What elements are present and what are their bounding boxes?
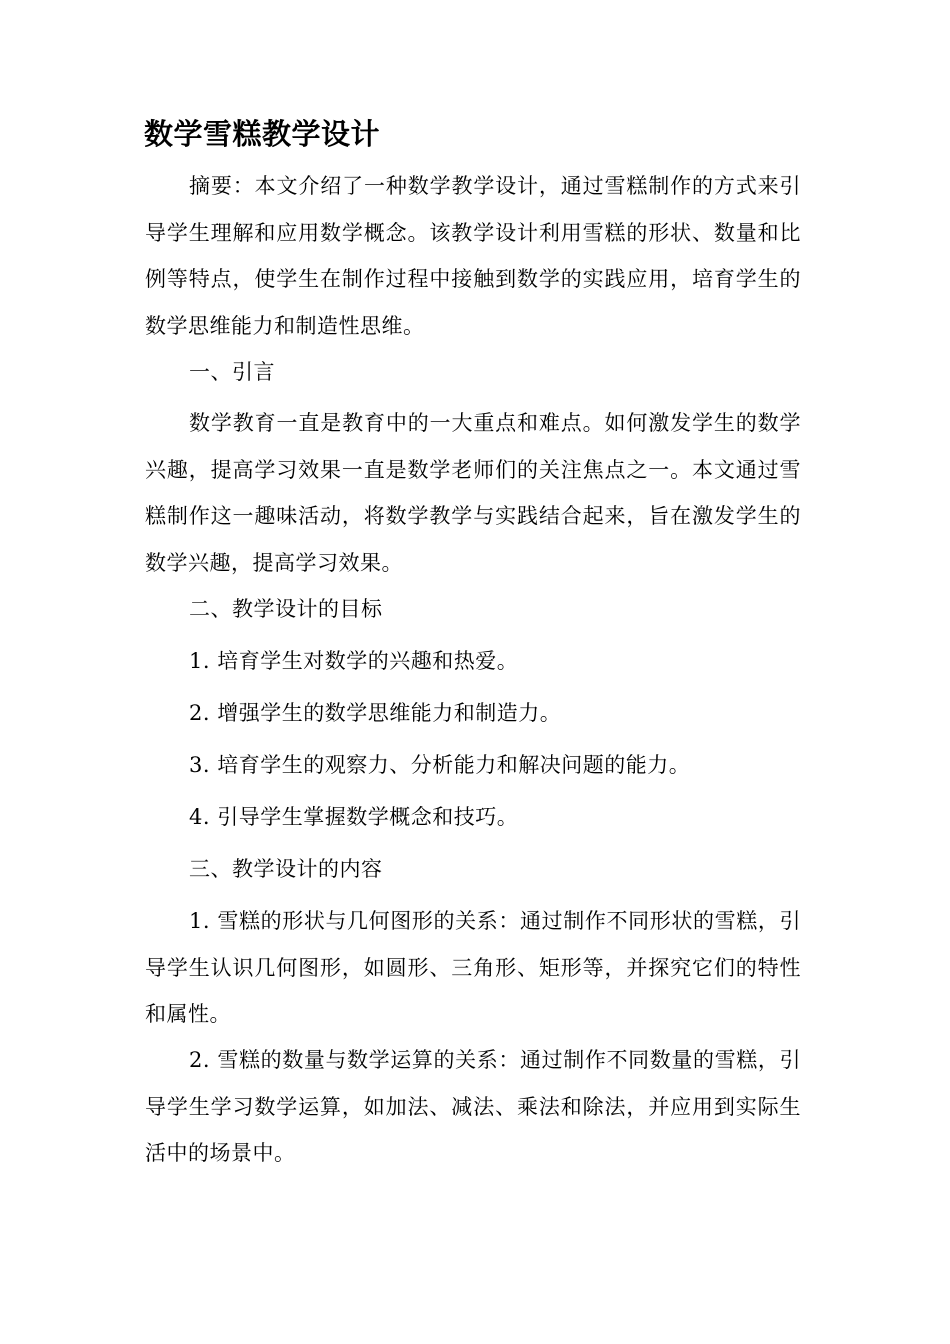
goal-item: 1. 培育学生对数学的兴趣和热爱。 [189,649,519,673]
goal-item: 4. 引导学生掌握数学概念和技巧。 [189,805,519,829]
document-title: 数学雪糕教学设计 [144,117,381,151]
section-heading-goals: 二、教学设计的目标 [189,597,383,621]
content-item: 2. 雪糕的数量与数学运算的关系：通过制作不同数量的雪糕，引导学生学习数学运算，如加法、减法、乘法和除法，并应用到实际生活中的场景中。 [145,1048,801,1165]
goal-item: 2. 增强学生的数学思维能力和制造力。 [189,701,562,725]
section-heading-content: 三、教学设计的内容 [189,857,383,881]
goal-item: 3. 培育学生的观察力、分析能力和解决问题的能力。 [189,753,691,777]
content-item: 1. 雪糕的形状与几何图形的关系：通过制作不同形状的雪糕，引导学生认识几何图形，如圆形、三角形、矩形等，并探究它们的特性和属性。 [145,909,801,1026]
abstract-paragraph: 摘要：本文介绍了一种数学教学设计，通过雪糕制作的方式来引导学生理解和应用数学概念。该教学设计利用雪糕的形状、数量和比例等特点，使学生在制作过程中接触到数学的实践应用，培育学生的数学思维能力和制造性思维。 [145,174,801,338]
section-heading-introduction: 一、引言 [189,360,275,384]
introduction-paragraph: 数学教育一直是教育中的一大重点和难点。如何激发学生的数学兴趣，提高学习效果一直是数学老师们的关注焦点之一。本文通过雪糕制作这一趣味活动，将数学教学与实践结合起来，旨在激发学生的数学兴趣，提高学习效果。 [145,411,801,575]
